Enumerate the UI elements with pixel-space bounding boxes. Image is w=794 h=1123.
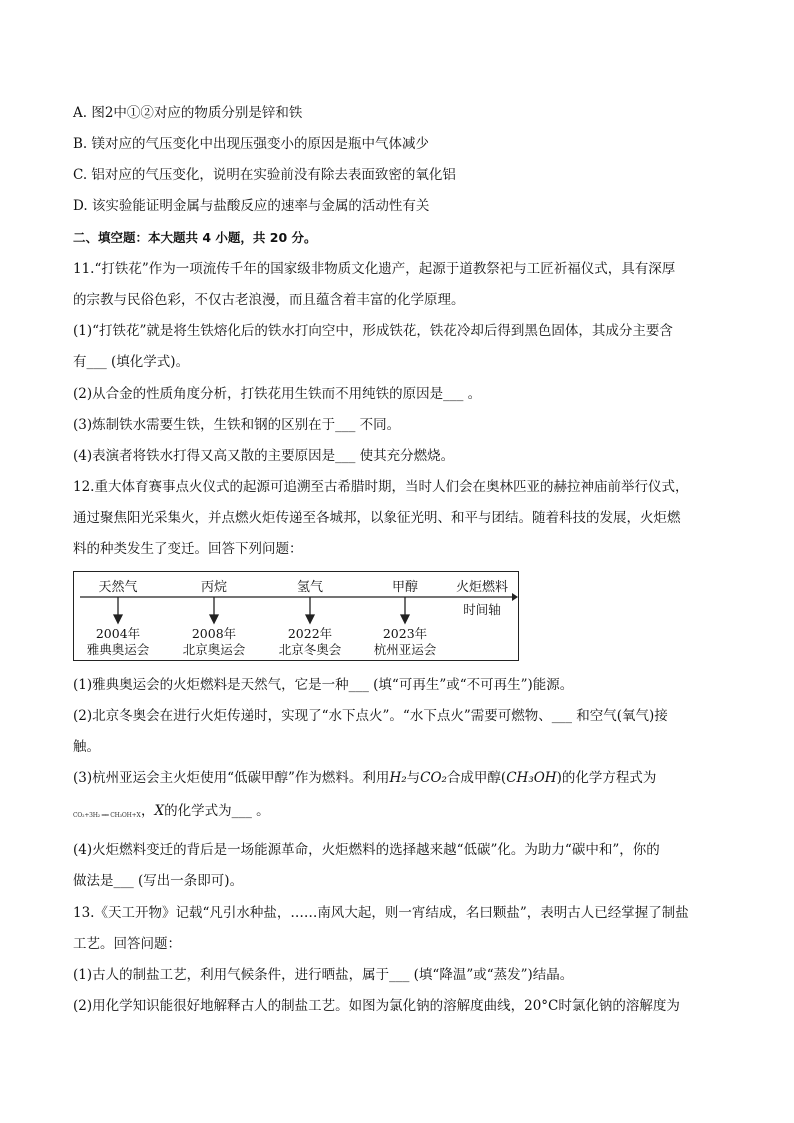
- q12-part2-line1: (2)北京冬奥会在进行火炬传递时，实现了“水下点火”。“水下点火”需要可燃物、___ 和空气(氧气)接: [73, 708, 668, 724]
- q12-part4-line2: 做法是___ (写出一条即可)。: [73, 873, 244, 889]
- event-label-4: 杭州亚运会: [373, 642, 437, 657]
- fuel-label-4: 甲醇: [391, 580, 419, 595]
- q12-intro-line1: 12.重大体育赛事点火仪式的起源可追溯至古希腊时期，当时人们会在奥林匹亚的赫拉神庙前举行仪式，: [73, 479, 689, 495]
- q11-intro-line2: 的宗教与民俗色彩，不仅古老浪漫，而且蕴含着丰富的化学原理。: [73, 292, 465, 308]
- q13-part2: (2)用化学知识能很好地解释古人的制盐工艺。如图为氯化钠的溶解度曲线，20°C时氯化钠的溶解度为: [73, 998, 680, 1014]
- q12-intro-line3: 料的种类发生了变迁。回答下列问题：: [73, 541, 303, 557]
- q11-part2: (2)从合金的性质角度分析，打铁花用生铁而不用纯铁的原因是___ 。: [73, 386, 482, 402]
- q11-intro-line1: 11.“打铁花”作为一项流传千年的国家级非物质文化遗产，起源于道教祭祀与工匠祈福仪式，具有深厚: [73, 261, 676, 277]
- timeline-arrowhead-1: [114, 615, 122, 623]
- year-label-4: 2023年: [382, 626, 428, 641]
- fuel-label-3: 氢气: [296, 580, 324, 595]
- formula-h2: H₂: [389, 770, 407, 786]
- q12-part1: (1)雅典奥运会的火炬燃料是天然气，它是一种___ (填“可再生”或“不可再生”)能源。: [73, 677, 574, 693]
- fuel-timeline-figure: [73, 571, 519, 661]
- formula-co2: CO₂: [420, 770, 447, 786]
- axis-title: 火炬燃料: [455, 580, 509, 595]
- option-b: B. 镁对应的气压变化中出现压强变小的原因是瓶中气体减少: [73, 136, 430, 152]
- axis-label: 时间轴: [463, 602, 501, 617]
- q12-part3-text-post: )的化学方程式为: [556, 770, 657, 786]
- option-a: A. 图2中①②对应的物质分别是锌和铁: [73, 105, 303, 121]
- q12-part3-text-mid: 与: [406, 770, 421, 786]
- q11-part4: (4)表演者将铁水打得又高又散的主要原因是___ 使其充分燃烧。: [73, 448, 455, 464]
- year-label-1: 2004年: [95, 626, 141, 641]
- q11-part1-line2: 有___ (填化学式)。: [73, 354, 190, 370]
- q13-intro-line1: 13.《天工开物》记载“凡引水种盐，……南风大起，则一宵结成，名曰颗盐”，表明古人已经掌握了制盐: [73, 905, 689, 921]
- q12-intro-line2: 通过聚焦阳光采集火，并点燃火炬传递至各城邦，以象征光明、和平与团结。随着科技的发展，火炬燃: [73, 510, 681, 526]
- q12-part3-question: 的化学式为___ 。: [164, 803, 270, 819]
- q11-part3: (3)炼制铁水需要生铁，生铁和钢的区别在于___ 不同。: [73, 417, 401, 433]
- event-label-3: 北京冬奥会: [278, 642, 342, 657]
- fuel-label-2: 丙烷: [200, 580, 228, 595]
- event-label-2: 北京奥运会: [182, 642, 246, 657]
- unknown-x: X: [154, 803, 165, 819]
- q12-part3-line2: CO₂+3H₂ ══ CH₃OH+X，X的化学式为___ 。: [73, 803, 270, 819]
- q12-part2-line2: 触。: [73, 739, 100, 755]
- q13-intro-line2: 工艺。回答问题：: [73, 936, 181, 952]
- timeline-arrowhead-2: [210, 615, 218, 623]
- option-c: C. 铝对应的气压变化，说明在实验前没有除去表面致密的氧化铝: [73, 167, 456, 183]
- formula-ch3oh: CH₃OH: [506, 770, 557, 786]
- q13-part1: (1)古人的制盐工艺，利用气候条件，进行晒盐，属于___ (填“降温”或“蒸发”)结晶。: [73, 967, 574, 983]
- chemical-equation: CO₂+3H₂ ══ CH₃OH+X: [73, 811, 141, 819]
- q12-part4-line1: (4)火炬燃料变迁的背后是一场能源革命，火炬燃料的选择越来越“低碳”化。为助力“碳中和”，你的: [73, 842, 660, 858]
- q12-part3-text-mid2: 合成甲醇(: [446, 770, 507, 786]
- q12-part3-line1: [73, 769, 656, 787]
- time-axis-arrowhead: [512, 593, 518, 601]
- q12-part3-text-pre: (3)杭州亚运会主火炬使用“低碳甲醇”作为燃料。利用: [73, 770, 390, 786]
- option-d: D. 该实验能证明金属与盐酸反应的速率与金属的活动性有关: [73, 198, 430, 214]
- q11-part1-line1: (1)“打铁花”就是将生铁熔化后的铁水打向空中，形成铁花，铁花冷却后得到黑色固体，其成分主要含: [73, 323, 673, 339]
- year-label-3: 2022年: [287, 626, 333, 641]
- year-label-2: 2008年: [191, 626, 237, 641]
- timeline-arrowhead-4: [401, 615, 409, 623]
- section-heading: 二、填空题：本大题共 4 小题，共 20 分。: [73, 230, 317, 245]
- event-label-1: 雅典奥运会: [86, 642, 150, 657]
- fuel-label-1: 天然气: [98, 580, 138, 595]
- timeline-arrowhead-3: [306, 615, 314, 623]
